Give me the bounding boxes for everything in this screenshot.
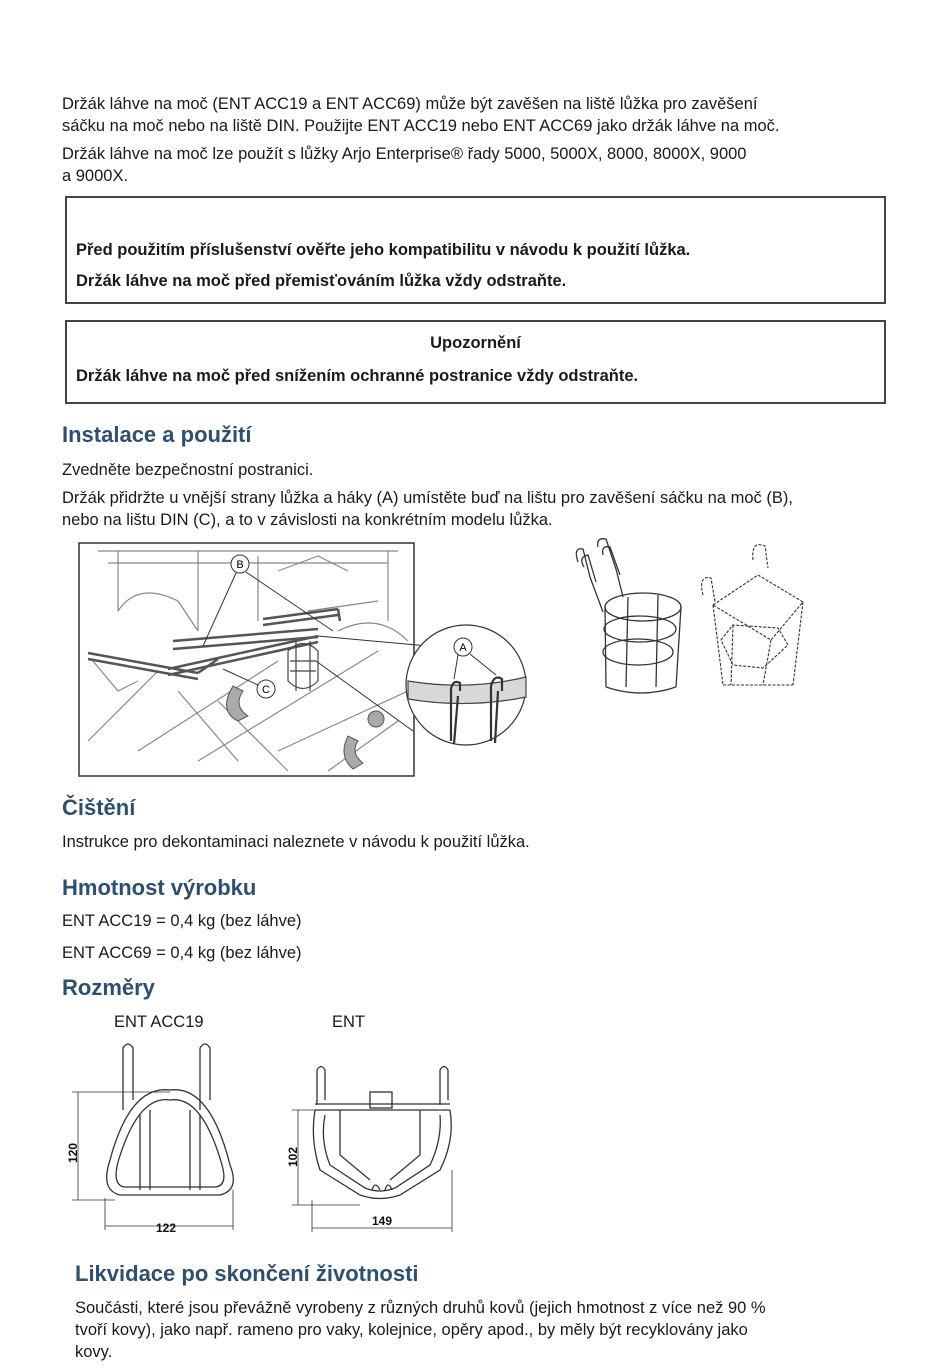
holder-acc69-sketch <box>693 540 813 690</box>
note-box <box>65 196 886 304</box>
dimension-label-width-149: 149 <box>371 1214 393 1228</box>
callout-b: B <box>236 559 244 571</box>
dimension-drawing-acc19 <box>60 1040 250 1235</box>
caution-title: Upozornění <box>430 334 521 352</box>
intro-line-1: Držák láhve na moč (ENT ACC19 a ENT ACC69) může být zavěšen na liště lůžka pro zavěšení <box>62 95 758 113</box>
installation-p2-line2: nebo na lištu DIN (C), a to v závislosti na konkrétním modelu lůžka. <box>62 511 553 529</box>
installation-heading: Instalace a použití <box>62 422 252 447</box>
intro-line-2: sáčku na moč nebo na liště DIN. Použijte ENT ACC19 nebo ENT ACC69 jako držák láhve na moč. <box>62 117 780 135</box>
installation-illustration <box>78 541 533 781</box>
weight-line-1: ENT ACC19 = 0,4 kg (bez láhve) <box>62 912 302 930</box>
dimensions-label-ent: ENT <box>332 1013 365 1031</box>
disposal-heading: Likvidace po skončení životnosti <box>75 1261 419 1286</box>
intro-line-3: Držák láhve na moč lze použít s lůžky Arjo Enterprise® řady 5000, 5000X, 8000, 8000X, 9000 <box>62 145 747 163</box>
caution-box <box>65 320 886 404</box>
disposal-line-2: tvoří kovy), jako např. rameno pro vaky, kolejnice, opěry apod., by měly být recyklovány jako <box>75 1321 748 1339</box>
note-line-2: Držák láhve na moč před přemisťováním lůžka vždy odstraňte. <box>76 272 567 290</box>
weight-line-2: ENT ACC69 = 0,4 kg (bez láhve) <box>62 944 302 962</box>
callout-c: C <box>262 684 270 696</box>
disposal-line-3: kovy. <box>75 1343 113 1361</box>
holder-acc19-sketch <box>568 537 683 697</box>
installation-p2-line1: Držák přidržte u vnější strany lůžka a háky (A) umístěte buď na lištu pro zavěšení sáčku na moč (B), <box>62 489 793 507</box>
installation-p1: Zvedněte bezpečnostní postranici. <box>62 461 314 479</box>
dimension-drawing-ent <box>280 1060 470 1235</box>
caution-line-1: Držák láhve na moč před snížením ochranné postranice vždy odstraňte. <box>76 367 639 385</box>
dimension-label-width-122: 122 <box>155 1221 177 1235</box>
disposal-line-1: Součásti, které jsou převážně vyrobeny z různých druhů kovů (jejich hmotnost z více než 90 % <box>75 1299 766 1317</box>
dimensions-label-acc19: ENT ACC19 <box>114 1013 204 1031</box>
weight-heading: Hmotnost výrobku <box>62 875 257 900</box>
dimension-label-height-120: 120 <box>66 1142 80 1164</box>
cleaning-p1: Instrukce pro dekontaminaci naleznete v návodu k použití lůžka. <box>62 833 530 851</box>
intro-line-4: a 9000X. <box>62 167 129 185</box>
cleaning-heading: Čištění <box>62 795 136 820</box>
dimension-label-height-102: 102 <box>286 1146 300 1168</box>
dimensions-heading: Rozměry <box>62 975 155 1000</box>
note-line-1: Před použitím příslušenství ověřte jeho kompatibilitu v návodu k použití lůžka. <box>76 241 691 259</box>
callout-a: A <box>459 642 467 654</box>
